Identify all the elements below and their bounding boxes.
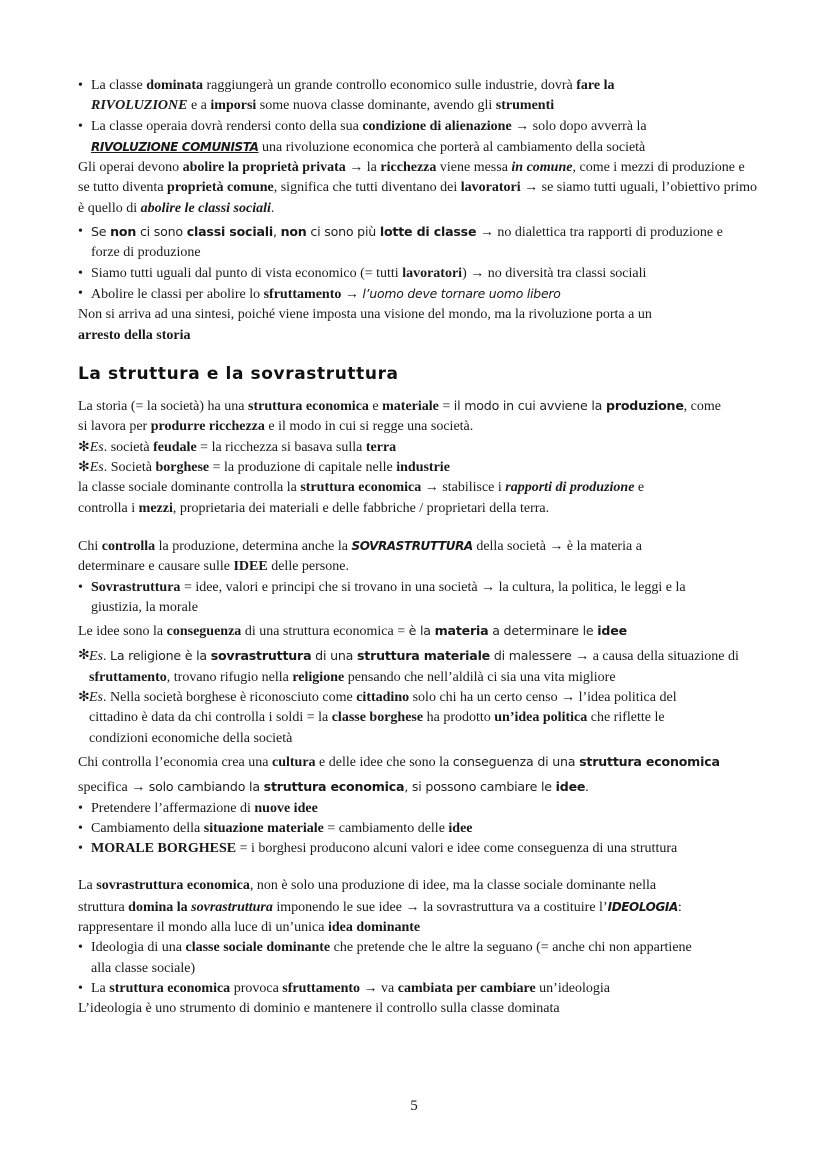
list-item: • Abolire le classi per abolire lo sfruttamento → l’uomo deve tornare uomo libero bbox=[78, 284, 758, 305]
list-item: • Cambiamento della situazione materiale = cambiamento delle idee bbox=[78, 819, 758, 839]
page-content bbox=[78, 76, 758, 1019]
paragraph: La storia (= la società) ha una struttura economica e materiale = il modo in cui avviene la produzione, come si lavora per produrre ricchezza e il modo in cui si regge una società. bbox=[78, 398, 721, 435]
list-item: • Siamo tutti uguali dal punto di vista economico (= tutti lavoratori) → no diversità tra classi sociali bbox=[78, 264, 758, 284]
asterisk-icon: ✻ bbox=[78, 439, 90, 455]
paragraph: Chi controlla l’economia crea una cultura e delle idee che sono la conseguenza di una struttura economica specifica → solo cambiando la struttura economica, si possono cambiare le idee. bbox=[78, 753, 720, 796]
list-item: • La classe dominata raggiungerà un grande controllo economico sulle industrie, dovrà fare la RIVOLUZIONE e a imporsi some nuova classe dominante, avendo gli strumenti bbox=[78, 76, 758, 117]
asterisk-icon: ✻ bbox=[78, 460, 90, 476]
example-block: ✻ Es. Nella società borghese è riconosciuto come cittadino solo chi ha un certo censo → l’idea politica del cittadino è data da chi controlla i soldi = la classe borghese ha prodotto un’idea politica che riflette le condizioni economiche della società bbox=[78, 690, 677, 746]
list-item: • Sovrastruttura = idee, valori e principi che si trovano in una società → la cultura, la politica, le leggi e la giustizia, la morale bbox=[78, 578, 758, 619]
paragraph: La sovrastruttura economica, non è solo una produzione di idee, ma la classe sociale dominante nella struttura domina la sovrastruttura imponendo le sue idee → la sovrastruttura va a costituire l’IDEOLOGIA: rappresentare il mondo alla luce di un’unica idea dominante bbox=[78, 878, 682, 935]
bullet-list-sovrastruttura bbox=[78, 578, 758, 619]
list-item: • La struttura economica provoca sfruttamento → va cambiata per cambiare un’ideologia bbox=[78, 979, 758, 999]
asterisk-icon: ✻ bbox=[78, 690, 90, 706]
asterisk-icon: ✻ bbox=[78, 648, 90, 664]
paragraph: Gli operai devono abolire la proprietà privata → la ricchezza viene messa in comune, come i mezzi di produzione e se tutto diventa proprietà comune, significa che tutti diventano dei lavoratori → se siamo tutti uguali, l’obiettivo primo è quello di abolire le classi sociali. bbox=[78, 160, 758, 216]
list-item: • Pretendere l’affermazione di nuove idee bbox=[78, 799, 758, 819]
paragraph: Non si arriva ad una sintesi, poiché viene imposta una visione del mondo, ma la rivoluzione porta a un arresto della storia bbox=[78, 307, 652, 343]
bullet-list-ideology bbox=[78, 938, 758, 999]
spacer bbox=[78, 519, 758, 536]
list-item: • Ideologia di una classe sociale dominante che pretende che le altre la seguano (= anche chi non appartiene alla classe sociale) bbox=[78, 938, 758, 979]
bullet-list-classes bbox=[78, 222, 758, 305]
page-number: 5 bbox=[410, 1098, 418, 1114]
list-item: • La classe operaia dovrà rendersi conto della sua condizione di alienazione → solo dopo avverrà la RIVOLUZIONE COMUNISTA una rivoluzione economica che porterà al cambiamento della società bbox=[78, 117, 758, 159]
example-block: ✻ Es. La religione è la sovrastruttura di una struttura materiale di malessere → a causa della situazione di sfruttamento, trovano rifugio nella religione pensando che nell’aldilà ci sia una vita migliore bbox=[78, 648, 739, 685]
example-line: ✻Es. società feudale = la ricchezza si basava sulla terra bbox=[78, 439, 397, 455]
paragraph: Le idee sono la conseguenza di una struttura economica = è la materia a determinare le idee bbox=[78, 623, 627, 640]
paragraph: L’ideologia è uno strumento di dominio e mantenere il controllo sulla classe dominata bbox=[78, 1001, 560, 1017]
example-line: ✻Es. Società borghese = la produzione di capitale nelle industrie bbox=[78, 460, 450, 476]
bullet-list-ideas bbox=[78, 799, 758, 860]
bullet-list-revolution bbox=[78, 76, 758, 158]
section-heading: La struttura e la sovrastruttura bbox=[78, 363, 399, 384]
paragraph: Chi controlla la produzione, determina anche la SOVRASTRUTTURA della società → è la materia a determinare e causare sulle IDEE delle persone. bbox=[78, 538, 642, 575]
paragraph: la classe sociale dominante controlla la struttura economica → stabilisce i rapporti di produzione e controlla i mezzi, proprietaria dei materiali e delle fabbriche / proprietari della terra. bbox=[78, 480, 645, 516]
spacer bbox=[78, 859, 758, 876]
list-item: • Se non ci sono classi sociali, non ci sono più lotte di classe → no dialettica tra rapporti di produzione e forze di produzione bbox=[78, 222, 758, 264]
list-item: • MORALE BORGHESE = i borghesi producono alcuni valori e idee come conseguenza di una struttura bbox=[78, 839, 758, 859]
